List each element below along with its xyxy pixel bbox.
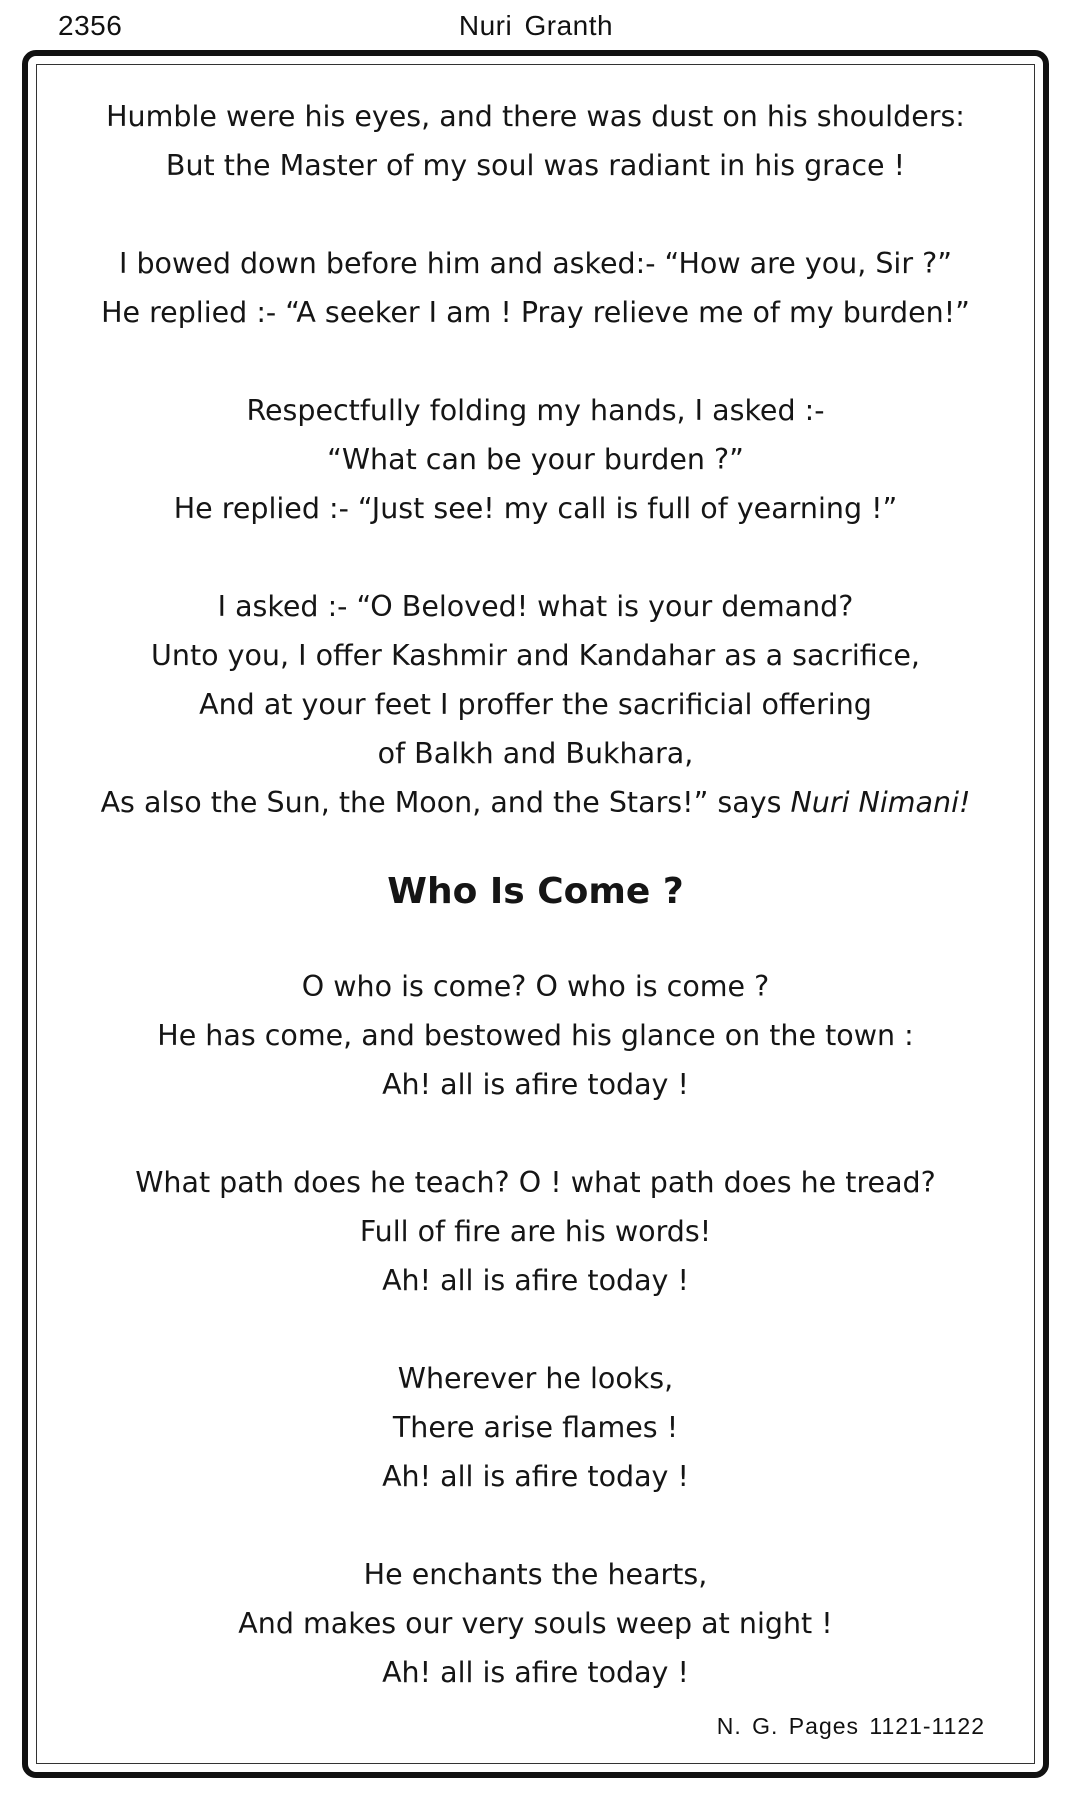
stanza bbox=[68, 239, 1003, 337]
verse-line: But the Master of my soul was radiant in his grace ! bbox=[165, 149, 906, 182]
verse-line: What path does he teach? O ! what path does he tread? bbox=[135, 1166, 936, 1199]
stanza bbox=[68, 1550, 1003, 1697]
verse-line: Unto you, I offer Kashmir and Kandahar as a sacrifice, bbox=[151, 639, 920, 672]
stanza bbox=[68, 386, 1003, 533]
refrain-line: Ah! all is afire today ! bbox=[382, 1264, 689, 1297]
verse-line: There arise flames ! bbox=[392, 1411, 679, 1444]
verse-line: He replied :- “Just see! my call is full of yearning !” bbox=[173, 492, 898, 525]
stanza bbox=[68, 1354, 1003, 1501]
verse-line: of Balkh and Bukhara, bbox=[377, 737, 694, 770]
verse-line: I bowed down before him and asked:- “How are you, Sir ?” bbox=[118, 247, 952, 280]
verse-line: I asked :- “O Beloved! what is your demand? bbox=[217, 590, 854, 623]
poem-content bbox=[68, 92, 1003, 1746]
page-reference: N. G. Pages 1121-1122 bbox=[716, 1713, 985, 1739]
verse-line-with-signature bbox=[68, 778, 1003, 827]
verse-line: Full of fire are his words! bbox=[359, 1215, 712, 1248]
verse-line: He has come, and bestowed his glance on the town : bbox=[157, 1019, 914, 1052]
verse-line-text: As also the Sun, the Moon, and the Stars!” says bbox=[100, 786, 791, 819]
refrain-line: Ah! all is afire today ! bbox=[382, 1460, 689, 1493]
stanza bbox=[68, 92, 1003, 190]
verse-line: Wherever he looks, bbox=[397, 1362, 674, 1395]
refrain-line: Ah! all is afire today ! bbox=[382, 1068, 689, 1101]
verse-line: Humble were his eyes, and there was dust on his shoulders: bbox=[106, 100, 965, 133]
running-title: Nuri Granth bbox=[458, 10, 614, 41]
verse-line: And makes our very souls weep at night ! bbox=[238, 1607, 833, 1640]
verse-line: “What can be your burden ?” bbox=[327, 443, 744, 476]
verse-line: He enchants the hearts, bbox=[363, 1558, 708, 1591]
poet-signature: Nuri Nimani! bbox=[790, 786, 971, 819]
page-border bbox=[22, 50, 1049, 1778]
stanza bbox=[68, 1158, 1003, 1305]
page-header bbox=[0, 8, 1080, 44]
verse-line: He replied :- “A seeker I am ! Pray relieve me of my burden!” bbox=[101, 296, 970, 329]
stanza bbox=[68, 582, 1003, 827]
stanza bbox=[68, 962, 1003, 1109]
page-number: 2356 bbox=[58, 10, 123, 41]
verse-line: O who is come? O who is come ? bbox=[301, 970, 770, 1003]
refrain-line: Ah! all is afire today ! bbox=[382, 1656, 689, 1689]
poem-title: Who Is Come ? bbox=[387, 871, 684, 912]
verse-line: And at your feet I proffer the sacrificial offering bbox=[199, 688, 872, 721]
verse-line: Respectfully folding my hands, I asked :- bbox=[246, 394, 825, 427]
